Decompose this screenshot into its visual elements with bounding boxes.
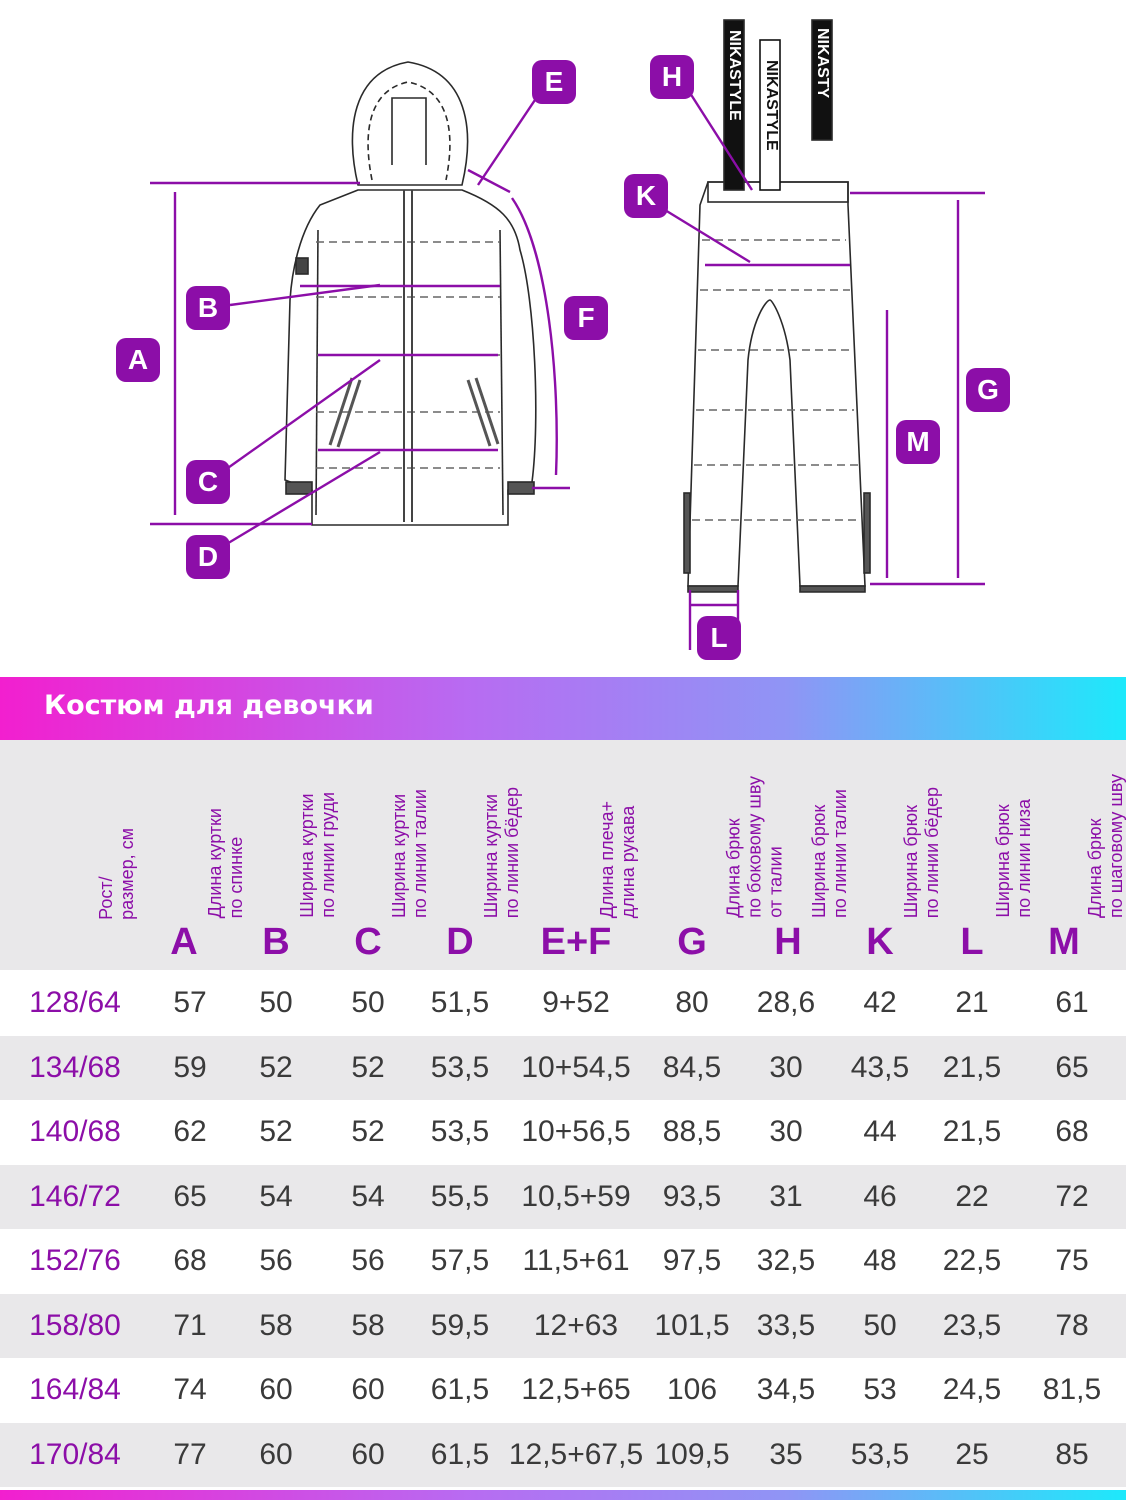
- value-cell: 33,5: [738, 1294, 834, 1359]
- size-cell: 164/84: [0, 1358, 150, 1423]
- value-cell: 10+54,5: [506, 1036, 646, 1101]
- value-cell: 60: [230, 1423, 322, 1488]
- value-cell: 25: [926, 1423, 1018, 1488]
- size-cell: 146/72: [0, 1165, 150, 1230]
- value-cell: 77: [150, 1423, 230, 1488]
- value-cell: 101,5: [646, 1294, 738, 1359]
- value-cell: 80: [646, 971, 738, 1036]
- size-cell: 152/76: [0, 1229, 150, 1294]
- value-cell: 11,5+61: [506, 1229, 646, 1294]
- header-col-l-desc: Ширина брюк по линии низа: [993, 799, 1034, 918]
- header-col-m-letter: M: [1048, 921, 1080, 963]
- size-cell: 158/80: [0, 1294, 150, 1359]
- value-cell: 24,5: [926, 1358, 1018, 1423]
- value-cell: 52: [230, 1036, 322, 1101]
- marker-b: B: [186, 286, 230, 330]
- header-col-a-desc: Длина куртки по спинке: [205, 807, 246, 918]
- header-col-h-letter: H: [774, 921, 802, 963]
- header-col-h-desc: Ширина брюк по линии талии: [809, 788, 850, 918]
- table-row: [0, 1358, 1126, 1423]
- value-cell: 42: [834, 971, 926, 1036]
- size-table-body: [0, 971, 1126, 1487]
- value-cell: 60: [230, 1358, 322, 1423]
- marker-k: K: [624, 174, 668, 218]
- value-cell: 53,5: [414, 1036, 506, 1101]
- value-cell: 74: [150, 1358, 230, 1423]
- table-row: [0, 1294, 1126, 1359]
- value-cell: 43,5: [834, 1036, 926, 1101]
- value-cell: 30: [738, 1036, 834, 1101]
- value-cell: 84,5: [646, 1036, 738, 1101]
- value-cell: 32,5: [738, 1229, 834, 1294]
- bottom-gradient-bar: [0, 1490, 1126, 1500]
- header-col-ef-desc: Длина плеча+ длина рукава: [597, 800, 638, 918]
- strap-text-1: NIKASTYLE: [726, 30, 743, 121]
- value-cell: 58: [322, 1294, 414, 1359]
- value-cell: 12,5+65: [506, 1358, 646, 1423]
- value-cell: 53,5: [414, 1100, 506, 1165]
- table-title-bar: [0, 677, 1126, 740]
- value-cell: 53,5: [834, 1423, 926, 1488]
- marker-h: H: [650, 55, 694, 99]
- value-cell: 31: [738, 1165, 834, 1230]
- table-row: [0, 1036, 1126, 1101]
- header-col-c: [322, 740, 430, 970]
- value-cell: 88,5: [646, 1100, 738, 1165]
- header-col-l-letter: L: [960, 921, 984, 963]
- header-col-m-desc: Длина брюк по шаговому шву: [1085, 774, 1126, 918]
- header-col-ef-letter: E+F: [540, 921, 612, 963]
- value-cell: 65: [1018, 1036, 1126, 1101]
- marker-d: D: [186, 535, 230, 579]
- header-col-g-desc: Длина брюк по боковому шву от талии: [723, 776, 786, 918]
- header-col-k-letter: K: [866, 921, 894, 963]
- value-cell: 53: [834, 1358, 926, 1423]
- size-cell: 128/64: [0, 971, 150, 1036]
- value-cell: 65: [150, 1165, 230, 1230]
- jacket-body: [285, 190, 536, 525]
- value-cell: 61,5: [414, 1423, 506, 1488]
- size-table: [0, 971, 1126, 1487]
- value-cell: 55,5: [414, 1165, 506, 1230]
- value-cell: 106: [646, 1358, 738, 1423]
- header-col-h: [742, 740, 850, 970]
- header-size: [0, 740, 150, 970]
- value-cell: 22,5: [926, 1229, 1018, 1294]
- value-cell: 62: [150, 1100, 230, 1165]
- value-cell: 56: [322, 1229, 414, 1294]
- value-cell: 10+56,5: [506, 1100, 646, 1165]
- header-col-c-letter: C: [354, 921, 382, 963]
- value-cell: 59,5: [414, 1294, 506, 1359]
- marker-c: C: [186, 460, 230, 504]
- value-cell: 10,5+59: [506, 1165, 646, 1230]
- value-cell: 59: [150, 1036, 230, 1101]
- size-cell: 134/68: [0, 1036, 150, 1101]
- value-cell: 68: [150, 1229, 230, 1294]
- value-cell: 68: [1018, 1100, 1126, 1165]
- value-cell: 97,5: [646, 1229, 738, 1294]
- header-col-b: [230, 740, 338, 970]
- table-row: [0, 971, 1126, 1036]
- marker-e: E: [532, 60, 576, 104]
- value-cell: 28,6: [738, 971, 834, 1036]
- value-cell: 57,5: [414, 1229, 506, 1294]
- value-cell: 61,5: [414, 1358, 506, 1423]
- table-row: [0, 1100, 1126, 1165]
- marker-g: G: [966, 368, 1010, 412]
- marker-a: A: [116, 338, 160, 382]
- header-col-a: [138, 740, 246, 970]
- value-cell: 34,5: [738, 1358, 834, 1423]
- value-cell: 30: [738, 1100, 834, 1165]
- value-cell: 21,5: [926, 1036, 1018, 1101]
- value-cell: 57: [150, 971, 230, 1036]
- value-cell: 72: [1018, 1165, 1126, 1230]
- table-row: [0, 1165, 1126, 1230]
- value-cell: 50: [322, 971, 414, 1036]
- header-size-label: Рост/ размер, см: [96, 828, 137, 920]
- header-col-l: [926, 740, 1034, 970]
- value-cell: 50: [230, 971, 322, 1036]
- header-col-a-letter: A: [170, 921, 198, 963]
- value-cell: 22: [926, 1165, 1018, 1230]
- value-cell: 71: [150, 1294, 230, 1359]
- value-cell: 61: [1018, 971, 1126, 1036]
- value-cell: 48: [834, 1229, 926, 1294]
- header-col-g-letter: G: [677, 921, 707, 963]
- header-col-k: [834, 740, 942, 970]
- value-cell: 78: [1018, 1294, 1126, 1359]
- value-cell: 75: [1018, 1229, 1126, 1294]
- table-title: Костюм для девочки: [44, 690, 374, 721]
- value-cell: 54: [322, 1165, 414, 1230]
- value-cell: 56: [230, 1229, 322, 1294]
- value-cell: 60: [322, 1423, 414, 1488]
- table-row: [0, 1423, 1126, 1488]
- size-cell: 140/68: [0, 1100, 150, 1165]
- value-cell: 58: [230, 1294, 322, 1359]
- value-cell: 12+63: [506, 1294, 646, 1359]
- header-col-d-letter: D: [446, 921, 474, 963]
- strap-text-2: NIKASTYLE: [763, 60, 780, 151]
- value-cell: 9+52: [506, 971, 646, 1036]
- value-cell: 54: [230, 1165, 322, 1230]
- value-cell: 21,5: [926, 1100, 1018, 1165]
- header-col-b-desc: Ширина куртки по линии груди: [297, 792, 338, 918]
- header-col-k-desc: Ширина брюк по линии бёдер: [901, 786, 942, 918]
- value-cell: 93,5: [646, 1165, 738, 1230]
- header-col-m: [1018, 740, 1126, 970]
- marker-m: M: [896, 420, 940, 464]
- garment-diagram: [0, 0, 1126, 670]
- value-cell: 109,5: [646, 1423, 738, 1488]
- value-cell: 46: [834, 1165, 926, 1230]
- marker-f: F: [564, 296, 608, 340]
- size-cell: 170/84: [0, 1423, 150, 1488]
- value-cell: 50: [834, 1294, 926, 1359]
- pants-body: [688, 182, 865, 586]
- value-cell: 21: [926, 971, 1018, 1036]
- table-row: [0, 1229, 1126, 1294]
- header-col-c-desc: Ширина куртки по линии талии: [389, 788, 430, 918]
- value-cell: 12,5+67,5: [506, 1423, 646, 1488]
- header-col-g: [646, 740, 786, 970]
- value-cell: 81,5: [1018, 1358, 1126, 1423]
- strap-text-3: NIKASTY: [814, 28, 831, 99]
- value-cell: 23,5: [926, 1294, 1018, 1359]
- value-cell: 52: [322, 1036, 414, 1101]
- value-cell: 44: [834, 1100, 926, 1165]
- header-col-b-letter: B: [262, 921, 290, 963]
- value-cell: 52: [230, 1100, 322, 1165]
- value-cell: 35: [738, 1423, 834, 1488]
- value-cell: 85: [1018, 1423, 1126, 1488]
- value-cell: 60: [322, 1358, 414, 1423]
- marker-l: L: [697, 616, 741, 660]
- header-col-ef: [506, 740, 646, 970]
- header-col-d: [414, 740, 522, 970]
- header-col-d-desc: Ширина куртки по линии бёдер: [481, 786, 522, 918]
- value-cell: 51,5: [414, 971, 506, 1036]
- value-cell: 52: [322, 1100, 414, 1165]
